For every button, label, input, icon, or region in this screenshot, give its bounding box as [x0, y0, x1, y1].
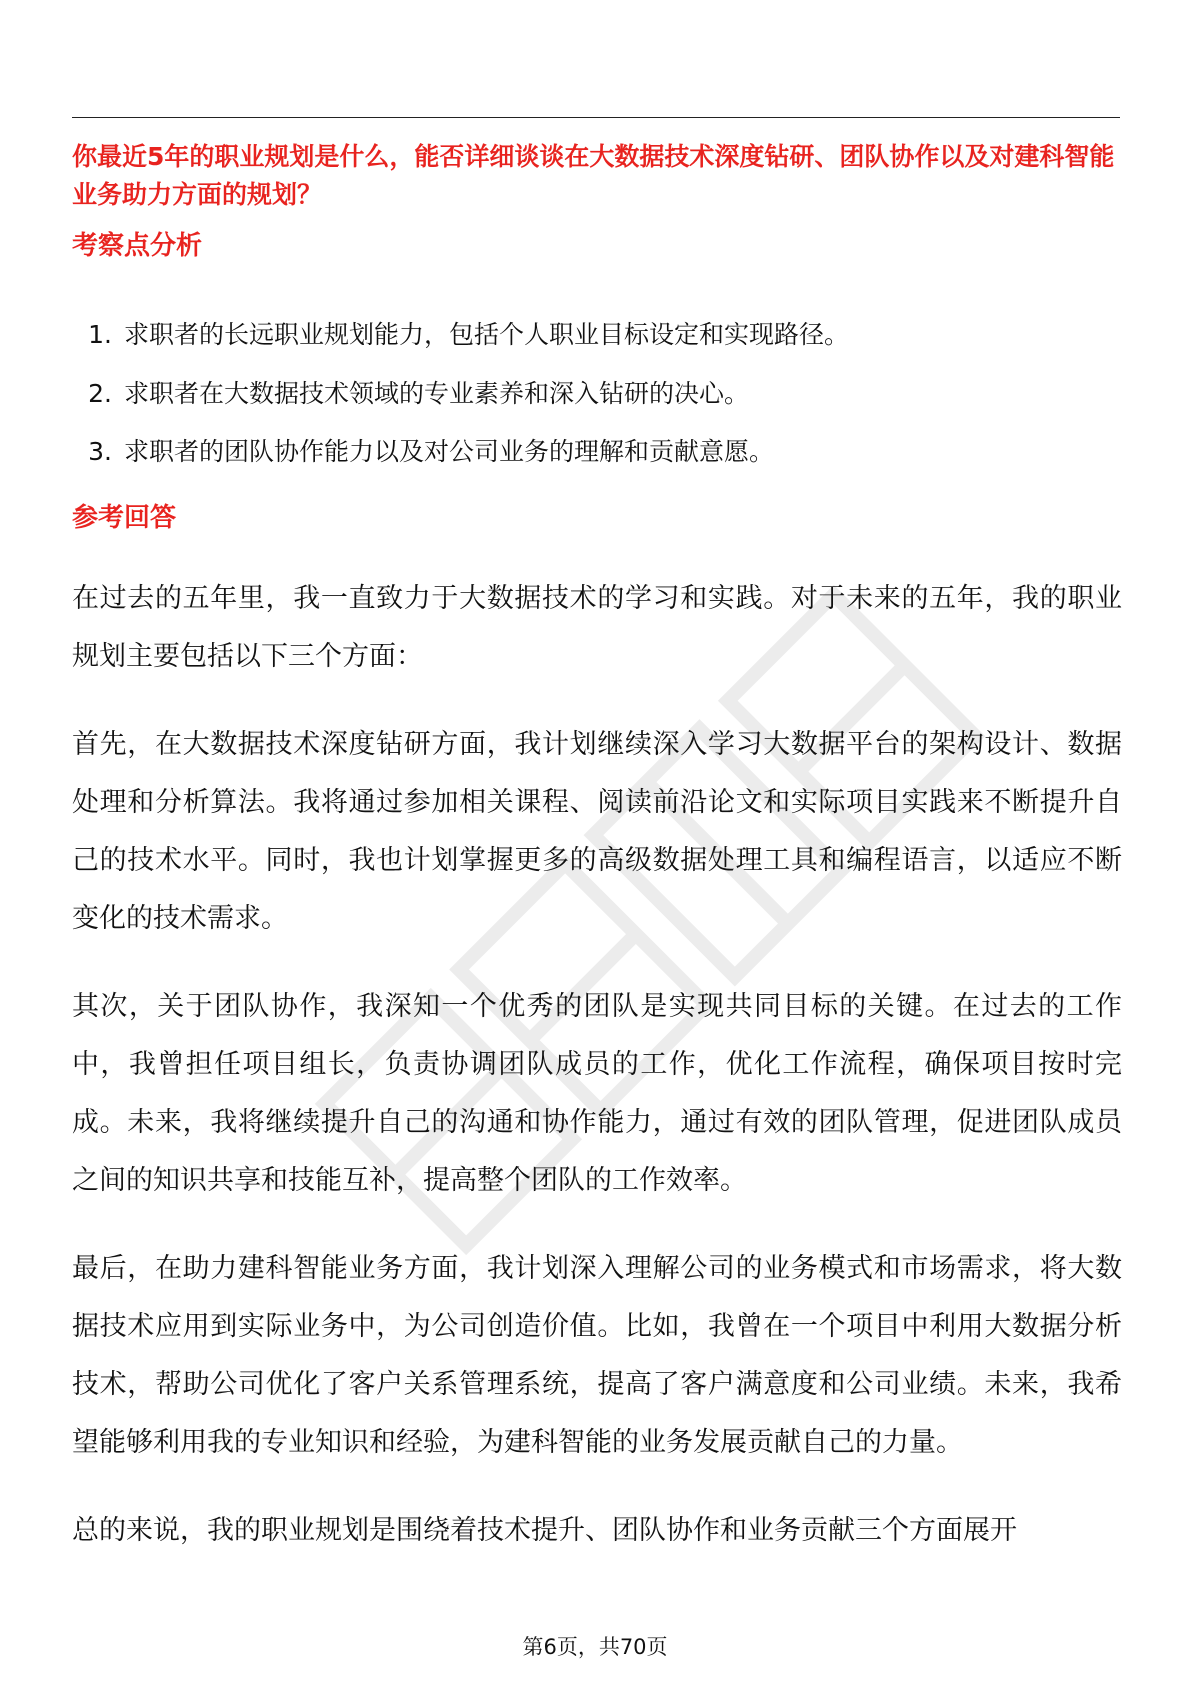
answer-heading: 参考回答 — [72, 503, 177, 533]
list-item-text: 求职者在大数据技术领域的专业素养和深入钻研的决心。 — [124, 378, 750, 408]
list-item — [72, 306, 849, 365]
analysis-points — [72, 306, 849, 482]
analysis-heading: 考察点分析 — [72, 231, 203, 261]
list-item-text: 求职者的长远职业规划能力，包括个人职业目标设定和实现路径。 — [124, 320, 850, 349]
answer-paragraph: 在过去的五年里，我一直致力于大数据技术的学习和实践。对于未来的五年，我的职业规划主要包括以下三个方面： — [72, 583, 1122, 672]
list-item — [72, 423, 849, 482]
answer-paragraph: 其次，关于团队协作，我深知一个优秀的团队是实现共同目标的关键。在过去的工作中，我曾担任项目组长，负责协调团队成员的工作，优化工作流程，确保项目按时完成。未来，我将继续提升自己的沟通和协作能力，通过有效的团队管理，促进团队成员之间的知识共享和技能互补，提高整个团队的工作效率。 — [72, 991, 1122, 1196]
answer-paragraph: 最后，在助力建科智能业务方面，我计划深入理解公司的业务模式和市场需求，将大数据技术应用到实际业务中，为公司创造价值。比如，我曾在一个项目中利用大数据分析技术，帮助公司优化了客户关系管理系统，提高了客户满意度和公司业绩。未来，我希望能够利用我的专业知识和经验，为建科智能的业务发展贡献自己的力量。 — [72, 1253, 1122, 1458]
answer-paragraph: 首先，在大数据技术深度钻研方面，我计划继续深入学习大数据平台的架构设计、数据处理和分析算法。我将通过参加相关课程、阅读前沿论文和实际项目实践来不断提升自己的技术水平。同时，我也计划掌握更多的高级数据处理工具和编程语言，以适应不断变化的技术需求。 — [72, 729, 1122, 934]
page-number: 第6页，共70页 — [522, 1635, 668, 1659]
answer-paragraph: 总的来说，我的职业规划是围绕着技术提升、团队协作和业务贡献三个方面展开 — [72, 1515, 1017, 1546]
header-divider — [72, 117, 1120, 118]
list-item-text: 求职者的团队协作能力以及对公司业务的理解和贡献意愿。 — [124, 437, 775, 466]
list-item-number: 1. — [88, 320, 112, 349]
list-item — [72, 365, 849, 424]
list-item-number: 3. — [88, 437, 112, 466]
question-title: 你最近5年的职业规划是什么，能否详细谈谈在大数据技术深度钻研、团队协作以及对建科智能业务助力方面的规划？ — [72, 142, 1115, 209]
list-item-number: 2. — [88, 378, 112, 408]
answer-body — [72, 570, 1122, 1590]
